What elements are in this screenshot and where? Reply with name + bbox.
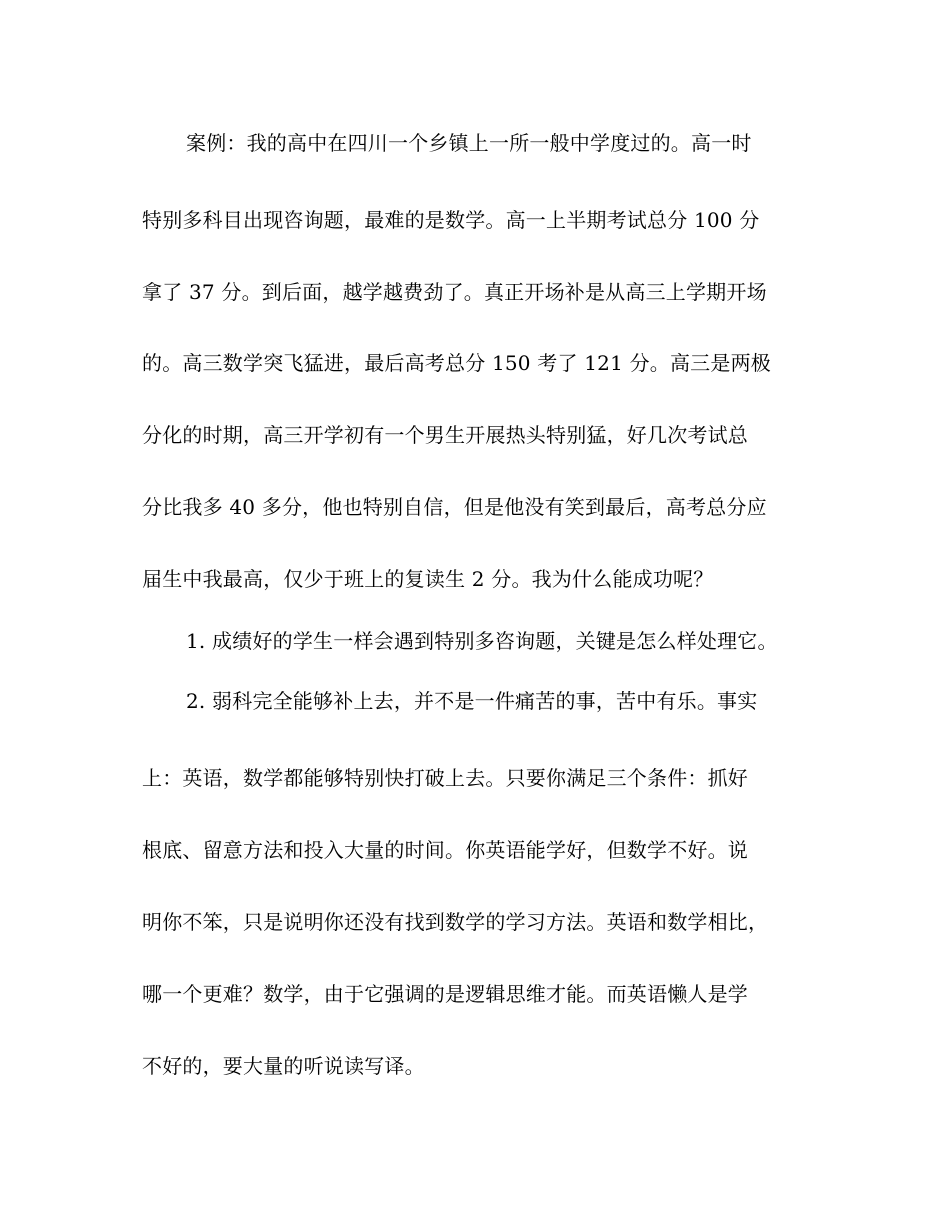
list-item-1: 1. 成绩好的学生一样会遇到特别多咨询题，关键是怎么样处理它。: [186, 629, 778, 653]
list-item-2-line-1: 2. 弱科完全能够补上去，并不是一件痛苦的事，苦中有乐。事实: [186, 689, 758, 713]
list-item-2-line-4: 明你不笨，只是说明你还没有找到数学的学习方法。英语和数学相比，: [142, 910, 769, 934]
paragraph-case-line-5: 分化的时期，高三开学初有一个男生开展热头特别猛，好几次考试总: [142, 423, 748, 447]
paragraph-case-line-2: 特别多科目出现咨询题，最难的是数学。高一上半期考试总分 100 分: [142, 208, 760, 232]
list-item-2-line-3: 根底、留意方法和投入大量的时间。你英语能学好，但数学不好。说: [142, 838, 748, 862]
list-item-2-line-6: 不好的，要大量的听说读写译。: [142, 1054, 425, 1078]
paragraph-case-line-1: 案例：我的高中在四川一个乡镇上一所一般中学度过的。高一时: [186, 131, 752, 155]
paragraph-case-line-6: 分比我多 40 多分，他也特别自信，但是他没有笑到最后，高考总分应: [142, 495, 767, 519]
list-item-2-line-5: 哪一个更难？数学，由于它强调的是逻辑思维才能。而英语懒人是学: [142, 982, 748, 1006]
list-item-2-line-2: 上：英语，数学都能够特别快打破上去。只要你满足三个条件：抓好: [142, 766, 748, 790]
paragraph-case-line-7: 届生中我最高，仅少于班上的复读生 2 分。我为什么能成功呢？: [142, 567, 714, 591]
paragraph-case-line-4: 的。高三数学突飞猛进，最后高考总分 150 考了 121 分。高三是两极: [142, 351, 771, 375]
paragraph-case-line-3: 拿了 37 分。到后面，越学越费劲了。真正开场补是从高三上学期开场: [142, 280, 767, 304]
